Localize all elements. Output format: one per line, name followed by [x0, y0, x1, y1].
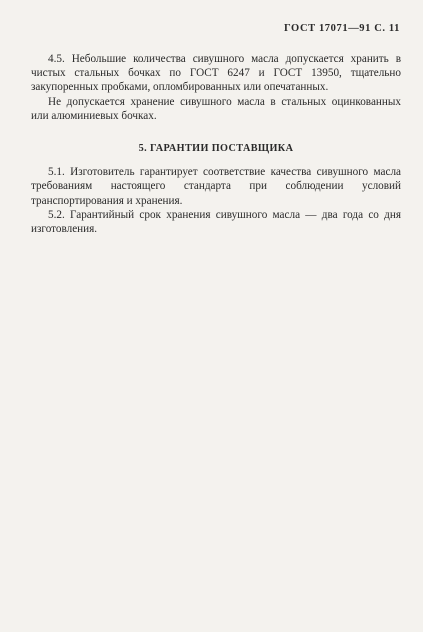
document-body	[31, 52, 401, 236]
paragraph-5-1: 5.1. Изготовитель гарантирует соответствие качества сивушного масла требованиям настоящего стандарта при соблюдении условий транспортирования и хранения.	[31, 166, 401, 207]
paragraph-5-2: 5.2. Гарантийный срок хранения сивушного масла — два года со дня изготовления.	[31, 208, 401, 236]
page-header: ГОСТ 17071—91 С. 11	[284, 23, 400, 34]
paragraph-4-5: 4.5. Небольшие количества сивушного масла допускается хранить в чистых стальных бочках по ГОСТ 6247 и ГОСТ 13950, тщательно закупоренных пробками, опломбированных или опечатанных.	[31, 53, 401, 94]
paragraph-4-5-note: Не допускается хранение сивушного масла в стальных оцинкованных или алюминиевых бочках.	[31, 95, 401, 122]
section-title: 5. ГАРАНТИИ ПОСТАВЩИКА	[138, 143, 294, 155]
